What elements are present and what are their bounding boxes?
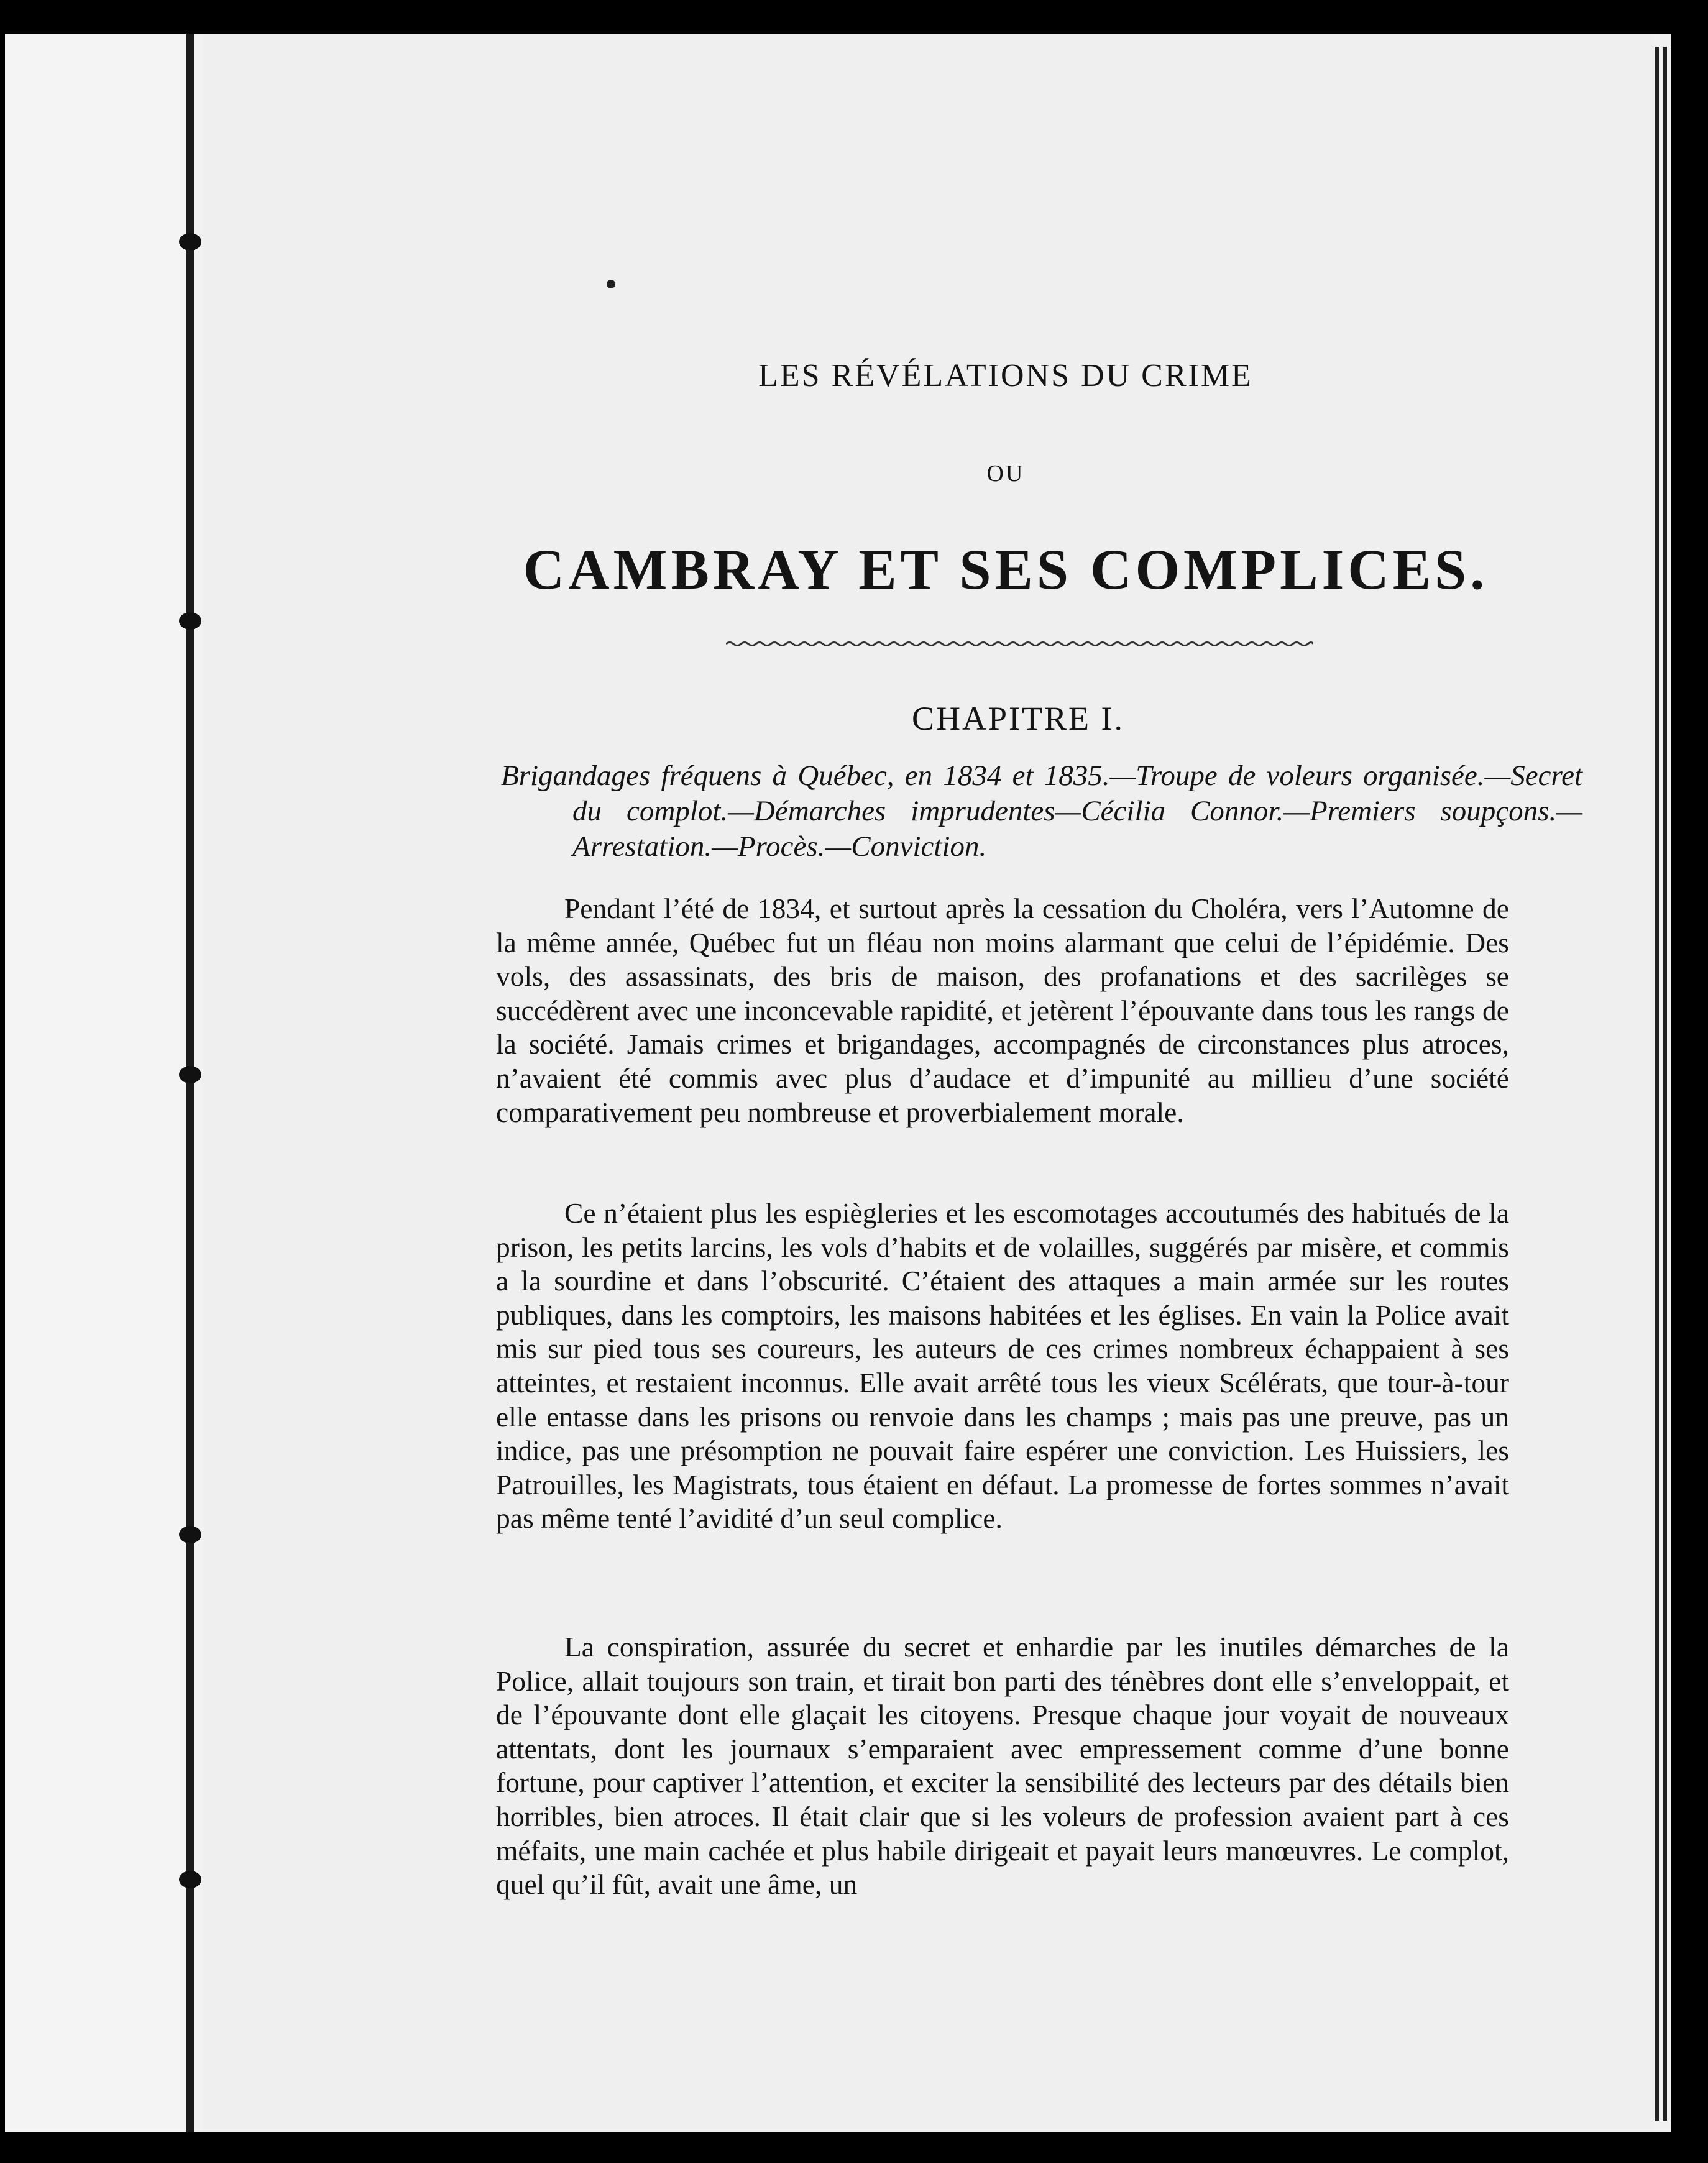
page-edge [1663,47,1667,2121]
binding-stitch [179,233,201,250]
binding-strip [5,34,191,2132]
binding-stitch [179,1871,201,1888]
chapter-summary: Brigandages fréquens à Québec, en 1834 et 1835.—Troupe de voleurs organisée.—Secret du complot.—Démarches imprudentes—Cécilia Connor.—Premiers soupçons.—Arrestation.—Procès.—Conviction. [501,760,1582,863]
ornament-dot [607,280,615,288]
chapter-heading: CHAPITRE I. [912,700,1124,737]
title-connector: OU [986,461,1025,487]
binding-stitch [179,612,201,630]
main-title: CAMBRAY ET SES COMPLICES. [523,538,1489,601]
body-paragraph: Pendant l’été de 1834, et surtout après la cessation du Choléra, vers l’Automne de la même année, Québec fut un fléau non moins alarmant que celui de l’épidémie. Des vols, des assassinats, des bris de maison, des profanations et des sacrilèges se succédèrent avec une inconcevable rapidité, et jetèrent l’épouvante dans tous les rangs de la société. Jamais crimes et brigandages, accompagnés de circonstances plus atroces, n’avaient été commis avec plus d’audace et d’impunité au millieu d’une société comparativement peu nombreuse et proverbialement morale. [496,893,1509,1128]
body-paragraph: La conspiration, assurée du secret et enhardie par les inutiles démarches de la Police, allait toujours son train, et tirait bon parti des ténèbres dont elle s’enveloppait, et de l’épouvante dont elle glaçait les citoyens. Presque chaque jour voyait de nouveaux attentats, dont les journaux s’emparaient avec empressement comme d’une bonne fortune, pour captiver l’attention, et exciter la sensibilité des lecteurs par des détails bien horribles, bien atroces. Il était clair que si les voleurs de profession avaient part à ces méfaits, une main cachée et plus habile dirigeait et payait leurs manœuvres. Le complot, quel qu’il fût, avait une âme, un [496,1631,1509,1901]
running-title: LES RÉVÉLATIONS DU CRIME [758,358,1253,393]
wavy-rule [726,640,1313,648]
binding-stitch [179,1066,201,1083]
binding-stitch [179,1526,201,1543]
scanned-page [5,34,1671,2132]
page-edge [1655,47,1659,2121]
body-paragraph: Ce n’étaient plus les espiègleries et les escomotages accoutumés des habitués de la prison, les petits larcins, les vols d’habits et de volailles, suggérés par misère, et commis a la sourdine et dans l’obscurité. C’étaient des attaques a main armée sur les routes publiques, dans les comptoirs, les maisons habitées et les églises. En vain la Police avait mis sur pied tous ses coureurs, les auteurs de ces crimes nombreux échappaient à ses atteintes, et restaient inconnus. Elle avait arrêté tous les vieux Scélérats, que tour-à-tour elle entasse dans les prisons ou renvoie dans les champs ; mais pas une preuve, pas un indice, pas une présomption ne pouvait faire espérer une conviction. Les Huissiers, les Patrouilles, les Magistrats, tous étaient en défaut. La promesse de fortes sommes n’avait pas même tenté l’avidité d’un seul complice. [496,1197,1509,1535]
